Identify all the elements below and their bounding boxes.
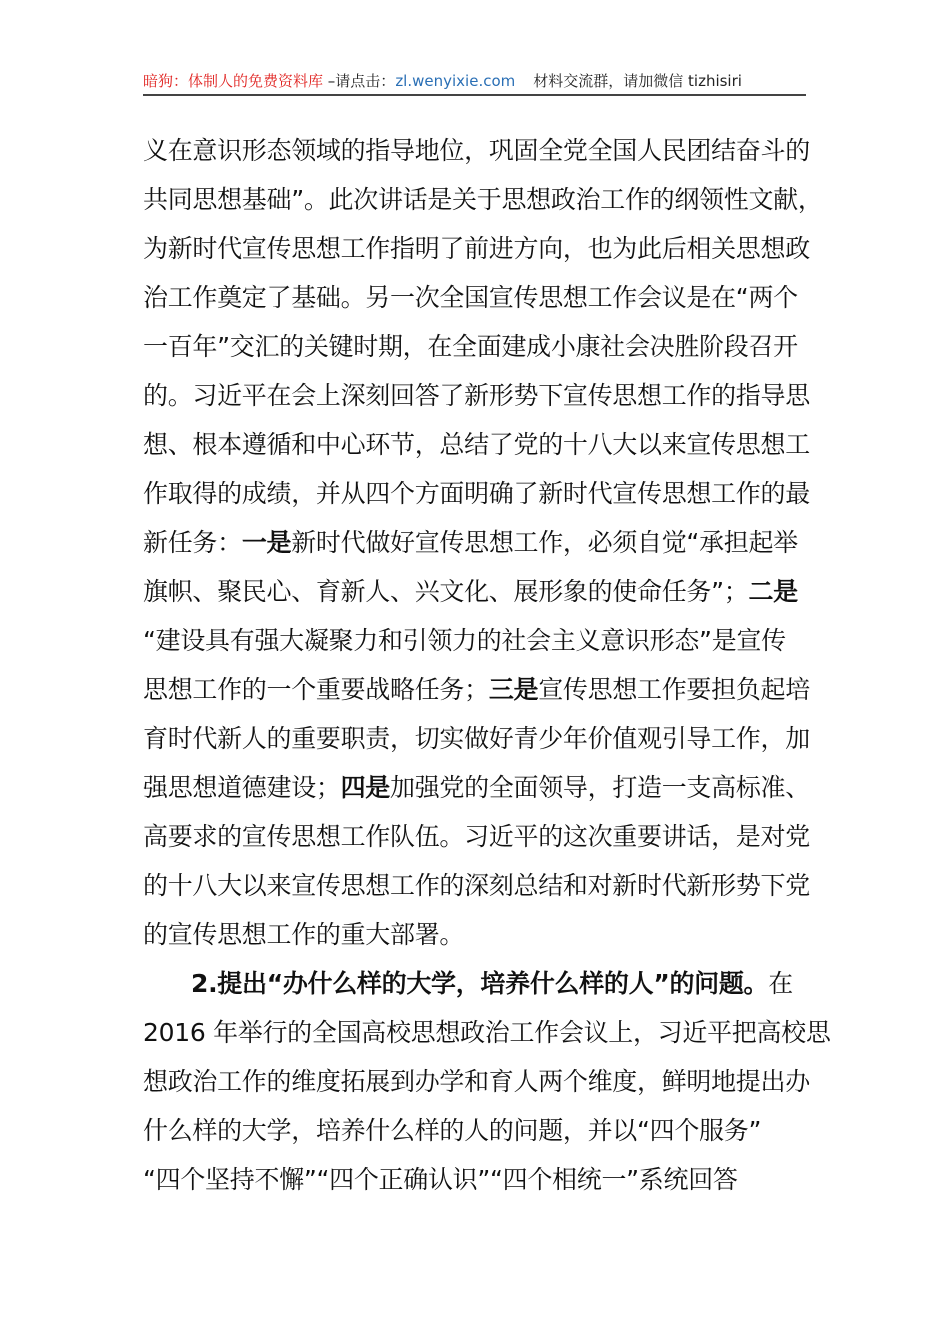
line-text: 新任务： bbox=[143, 528, 242, 557]
header-group-text: 材料交流群，请加微信 tizhisiri bbox=[533, 72, 742, 90]
body-line: 的十八大以来宣传思想工作的深刻总结和对新时代新形势下党 bbox=[143, 871, 810, 900]
body-line: 一百年”交汇的关键时期，在全面建成小康社会决胜阶段召开 bbox=[143, 332, 798, 361]
line-text: 旗帜、聚民心、育新人、兴文化、展形象的使命任务”； bbox=[143, 577, 749, 606]
point-two-label: 二是 bbox=[748, 577, 798, 606]
body-line: 为新时代宣传思想工作指明了前进方向，也为此后相关思想政 bbox=[143, 234, 810, 263]
section-2-heading-line bbox=[143, 959, 808, 1008]
line-text: 宣传思想工作要担负起培 bbox=[538, 675, 810, 704]
line-text: 加强党的全面领导，打造一支高标准、 bbox=[390, 773, 810, 802]
header-brand-text: 暗狗：体制人的免费资料库 bbox=[143, 72, 324, 90]
document-body bbox=[143, 126, 831, 1204]
body-line: 义在意识形态领域的指导地位，巩固全党全国人民团结奋斗的 bbox=[143, 136, 810, 165]
point-four-label: 四是 bbox=[340, 773, 391, 802]
body-line: 的宣传思想工作的重大部署。 bbox=[143, 920, 465, 949]
body-line: 什么样的大学，培养什么样的人的问题，并以“四个服务” bbox=[143, 1116, 762, 1145]
line-text: 在 bbox=[768, 969, 793, 998]
point-one-label: 一是 bbox=[241, 528, 292, 557]
body-line: 2016 年举行的全国高校思想政治工作会议上，习近平把高校思 bbox=[143, 1018, 831, 1047]
body-line: 共同思想基础”。此次讲话是关于思想政治工作的纲领性文献， bbox=[143, 185, 823, 214]
body-line: 的。习近平在会上深刻回答了新形势下宣传思想工作的指导思 bbox=[143, 381, 810, 410]
page-header bbox=[143, 68, 806, 96]
line-text: 强思想道德建设； bbox=[143, 773, 341, 802]
line-text: 新时代做好宣传思想工作，必须自觉“承担起举 bbox=[291, 528, 798, 557]
body-line: 高要求的宣传思想工作队伍。习近平的这次重要讲话，是对党 bbox=[143, 822, 810, 851]
body-line-point-four bbox=[143, 763, 808, 812]
body-line: 治工作奠定了基础。另一次全国宣传思想工作会议是在“两个 bbox=[143, 283, 798, 312]
body-line-point-one bbox=[143, 518, 808, 567]
body-line: 育时代新人的重要职责，切实做好青少年价值观引导工作，加 bbox=[143, 724, 810, 753]
body-line: 作取得的成绩，并从四个方面明确了新时代宣传思想工作的最 bbox=[143, 479, 810, 508]
body-line-point-three bbox=[143, 665, 808, 714]
header-click-prompt: –请点击： bbox=[327, 72, 396, 90]
point-three-label: 三是 bbox=[488, 675, 539, 704]
body-line: “四个坚持不懈”“四个正确认识”“四个相统一”系统回答 bbox=[143, 1165, 738, 1194]
body-line: “建设具有强大凝聚力和引领力的社会主义意识形态”是宣传 bbox=[143, 626, 786, 655]
header-site-link[interactable]: zl.wenyixie.com bbox=[395, 72, 516, 90]
body-line-point-two bbox=[143, 567, 808, 616]
body-line: 想政治工作的维度拓展到办学和育人两个维度，鲜明地提出办 bbox=[143, 1067, 810, 1096]
body-line: 想、根本遵循和中心环节，总结了党的十八大以来宣传思想工 bbox=[143, 430, 810, 459]
section-2-heading: 2.提出“办什么样的大学，培养什么样的人”的问题。 bbox=[191, 969, 769, 998]
line-text: 思想工作的一个重要战略任务； bbox=[143, 675, 489, 704]
